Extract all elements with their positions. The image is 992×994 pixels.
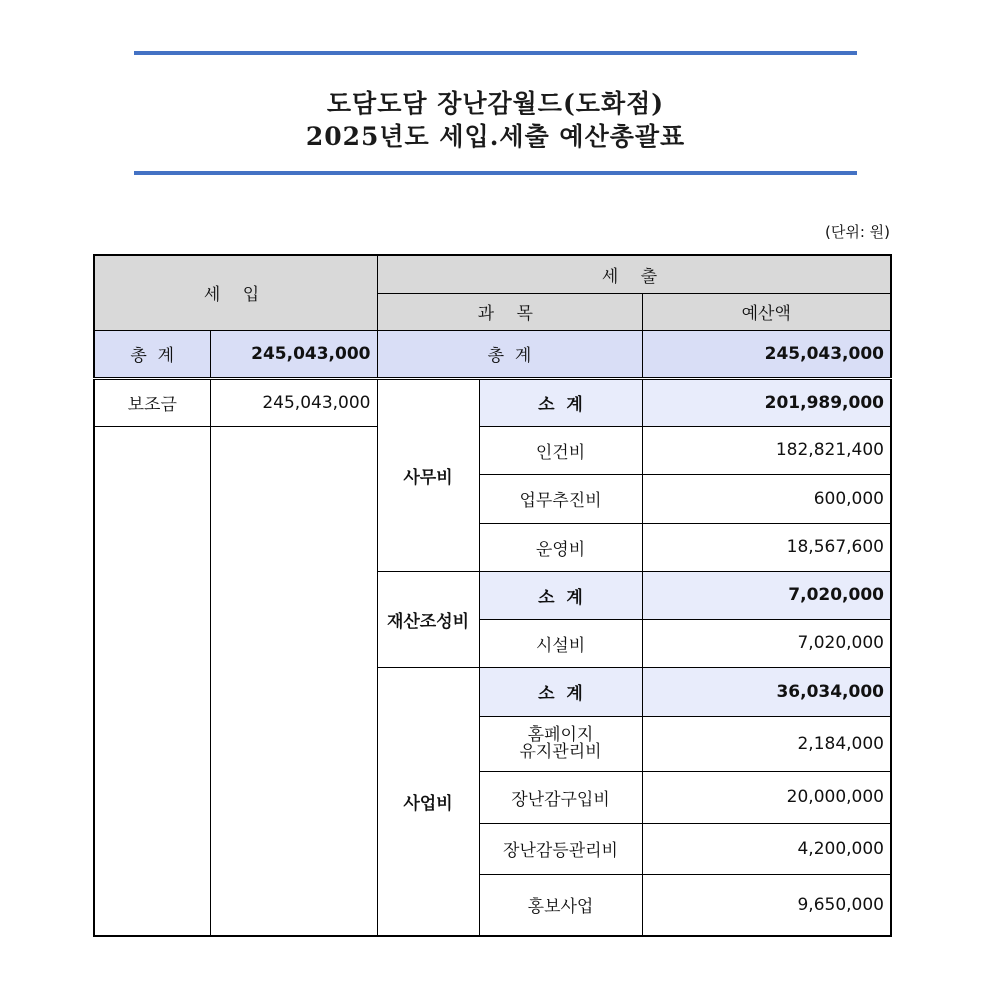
item-label: 업무추진비 <box>479 474 642 523</box>
table-row <box>94 426 891 474</box>
item-label: 장난감구입비 <box>479 771 642 823</box>
item-amount: 600,000 <box>642 474 891 523</box>
item-label: 홈페이지 유지관리비 <box>479 716 642 771</box>
top-rule <box>134 51 857 55</box>
item-label: 장난감등관리비 <box>479 823 642 874</box>
table-row <box>94 378 891 426</box>
item-amount: 20,000,000 <box>642 771 891 823</box>
total-rev-amount: 245,043,000 <box>210 330 377 378</box>
header-expenditure: 세 출 <box>377 255 891 293</box>
total-rev-label: 총 계 <box>94 330 210 378</box>
item-amount: 182,821,400 <box>642 426 891 474</box>
subtotal-amount: 36,034,000 <box>642 667 891 716</box>
item-amount: 18,567,600 <box>642 523 891 571</box>
page-title-line1: 도담도담 장난감월드(도화점) <box>326 89 665 118</box>
total-exp-amount: 245,043,000 <box>642 330 891 378</box>
header-subject: 과 목 <box>377 293 642 330</box>
category-name: 사업비 <box>377 667 479 936</box>
category-name: 사무비 <box>377 378 479 571</box>
item-label: 시설비 <box>479 619 642 667</box>
budget-summary-table <box>93 254 892 937</box>
subtotal-amount: 201,989,000 <box>642 378 891 426</box>
unit-label: (단위: 원) <box>825 223 890 241</box>
header-revenue: 세 입 <box>94 255 377 330</box>
page-title-line2: 2025년도 세입.세출 예산총괄표 <box>305 122 686 151</box>
item-amount: 4,200,000 <box>642 823 891 874</box>
item-label: 운영비 <box>479 523 642 571</box>
revenue-item-amount: 245,043,000 <box>210 378 377 426</box>
empty-revenue-amount-cell <box>210 426 377 936</box>
category-name: 재산조성비 <box>377 571 479 667</box>
subtotal-amount: 7,020,000 <box>642 571 891 619</box>
total-exp-label: 총 계 <box>377 330 642 378</box>
bottom-rule <box>134 171 857 175</box>
subtotal-label: 소 계 <box>479 378 642 426</box>
item-label: 홍보사업 <box>479 874 642 936</box>
item-amount: 9,650,000 <box>642 874 891 936</box>
revenue-item-label: 보조금 <box>94 378 210 426</box>
subtotal-label: 소 계 <box>479 571 642 619</box>
subtotal-label: 소 계 <box>479 667 642 716</box>
item-amount: 7,020,000 <box>642 619 891 667</box>
header-budget: 예산액 <box>642 293 891 330</box>
item-amount: 2,184,000 <box>642 716 891 771</box>
total-row <box>94 330 891 378</box>
item-label: 인건비 <box>479 426 642 474</box>
empty-revenue-label-cell <box>94 426 210 936</box>
